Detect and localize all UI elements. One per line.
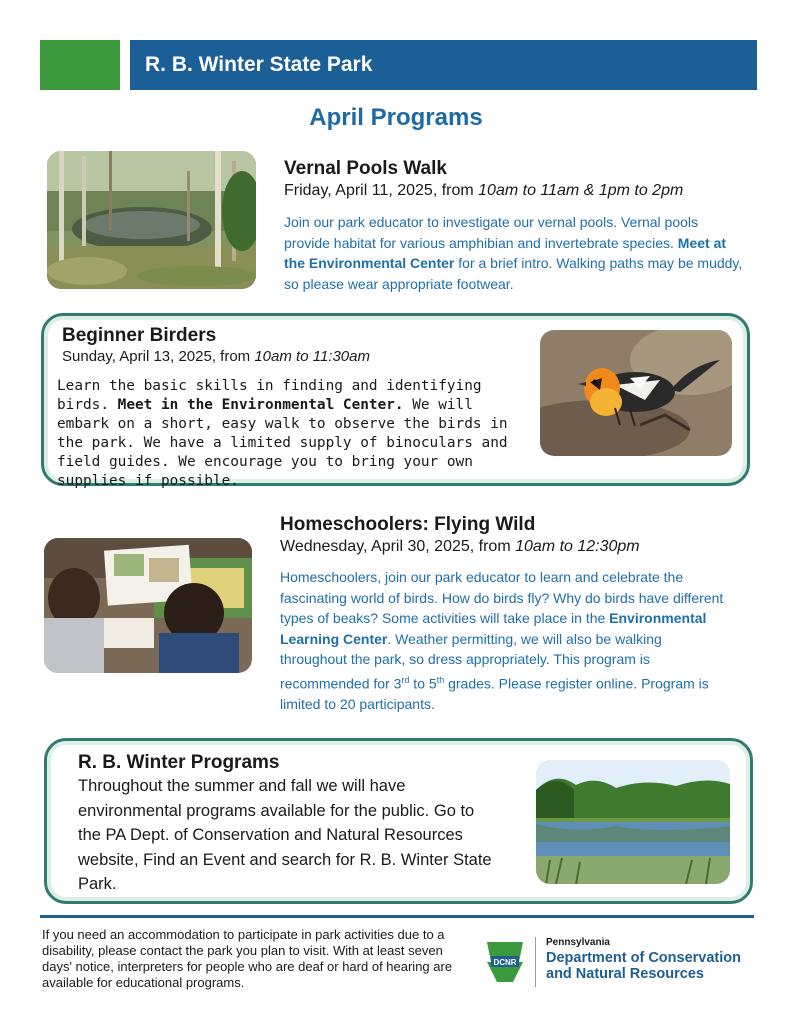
- homeschool-desc-part2: . Weather permitting, we will also be walking throughout the park, so dress appropriately. This program is recommended for: [280, 630, 662, 692]
- park-name: R. B. Winter State Park: [145, 53, 373, 76]
- birders-desc-meet: Meet in the Environmental Center.: [117, 397, 404, 413]
- homeschool-desc-part1: Homeschoolers, join our park educator to learn and celebrate the fascinating world of birds. How do birds fly? Why do birds have different types of beaks? Some activities will take place in the: [280, 569, 724, 626]
- vernal-date: [284, 182, 683, 200]
- lake-photo: [536, 760, 730, 884]
- grade-to: 5: [428, 675, 437, 692]
- homeschool-time: 10am to 12:30pm: [515, 538, 640, 555]
- homeschool-title: Homeschoolers: Flying Wild: [280, 514, 536, 535]
- birders-date-text: Sunday, April 13, 2025, from: [62, 348, 255, 365]
- vernal-pool-photo: [47, 151, 256, 289]
- vernal-date-text: Friday, April 11, 2025, from: [284, 182, 479, 199]
- grade-to-suffix: th: [436, 674, 445, 685]
- page-title: April Programs: [309, 104, 483, 131]
- homeschool-description: [280, 567, 730, 714]
- vernal-desc-meet: Meet at the Environmental Center: [284, 234, 727, 271]
- grade-from-suffix: rd: [401, 674, 410, 685]
- grade-from: 3: [393, 675, 402, 692]
- birders-desc-part2: We will embark on a short, easy walk to observe the birds in the park. We have a limited supply of binoculars and field guides. We encourage you to bring your own supplies if possible.: [57, 397, 508, 489]
- homeschool-desc-part3: grades. Please register online. Program is limited to 20 participants.: [280, 675, 709, 712]
- logo-dept-line2: and Natural Resources: [546, 966, 704, 982]
- vernal-title: Vernal Pools Walk: [284, 158, 447, 179]
- birders-time: 10am to 11:30am: [254, 348, 370, 365]
- vernal-time: 10am to 11am & 1pm to 2pm: [478, 182, 684, 199]
- logo-divider: [535, 937, 536, 987]
- vernal-description: [284, 212, 744, 294]
- vernal-desc-part1: Join our park educator to investigate our vernal pools. Vernal pools provide habitat for various amphibian and invertebrate species.: [284, 214, 699, 251]
- vernal-desc-part2: for a brief intro. Walking paths may be muddy, so please wear appropriate footwear.: [284, 255, 743, 292]
- birders-title: Beginner Birders: [62, 325, 217, 346]
- header-banner: [40, 40, 757, 90]
- footer-divider: [40, 915, 754, 918]
- rbwinter-title: R. B. Winter Programs: [78, 752, 280, 773]
- dcnr-keystone-logo-icon: [483, 940, 527, 984]
- homeschool-date-text: Wednesday, April 30, 2025, from: [280, 538, 516, 555]
- homeschool-desc-location: Environmental Learning Center: [280, 610, 707, 647]
- rbwinter-description: Throughout the summer and fall we will have environmental programs available for the public. Go to the PA Dept. of Conservation and Natural Resources website, Find an Event and search for R. B. Winter State Park.: [78, 777, 492, 893]
- logo-mark-text: DCNR: [493, 958, 517, 967]
- logo-state-name: Pennsylvania: [546, 937, 610, 948]
- banner-green-block: [40, 40, 120, 90]
- birders-description: [57, 377, 527, 491]
- logo-dept-line1: Department of Conservation: [546, 950, 741, 966]
- homeschoolers-photo: [44, 538, 252, 673]
- grade-to-prefix: to: [409, 675, 429, 692]
- warbler-photo: [540, 330, 732, 456]
- logo-department-name: [546, 950, 741, 982]
- birders-desc-part1: Learn the basic skills in finding and identifying birds.: [57, 378, 482, 413]
- homeschool-date: [280, 538, 640, 556]
- birders-date: [62, 348, 370, 365]
- accommodation-notice: If you need an accommodation to participate in park activities due to a disability, please contact the park you plan to visit. With at least seven days' notice, interpreters for people who are deaf or hard of hearing are available for educational programs.: [42, 927, 453, 990]
